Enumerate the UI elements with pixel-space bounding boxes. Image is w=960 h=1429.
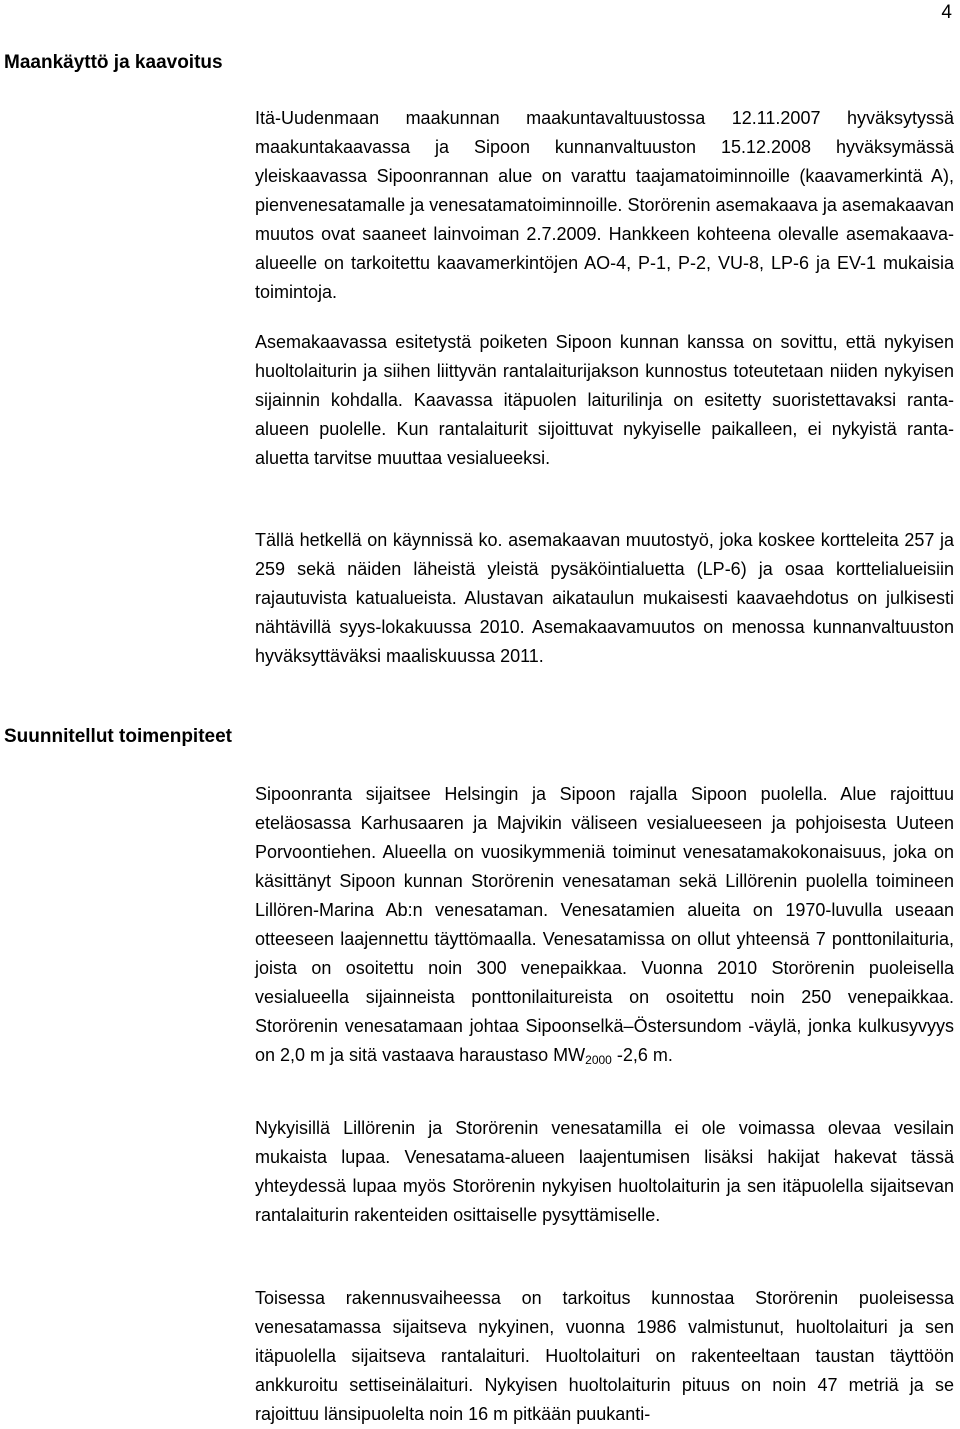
planned-measures-paragraph-3: Toisessa rakennusvaiheessa on tarkoitus kunnostaa Storörenin puoleisessa venesatamassa sijaitseva nykyinen, vuonna 1986 valmistunut, huoltolaituri ja sen itäpuolella sijaitseva rantalaituri. Huoltolaituri on rakenteeltaan taustan täyttöön ankkuroitu settiseinälaituri. Nykyisen huoltolaiturin pituus on noin 47 metriä ja se rajoittuu länsipuolelta noin 16 m pitkään puukanti-	[255, 1288, 954, 1424]
planned-measures-paragraph-1-text: Sipoonranta sijaitsee Helsingin ja Sipoon rajalla Sipoon puolella. Alue rajoittuu eteläosassa Karhusaaren ja Majvikin väliseen vesialueeseen ja pohjoisesta Uuteen Porvoontiehen. Alueella on vuosikymmeniä toiminut venesatamakokonaisuus, joka on käsittänyt Sipoon kunnan Storörenin venesataman sekä Lillörenin puolella toimineen Lillören-Marina Ab:n venesataman. Venesatamien alueita on 1970-luvulla useaan otteeseen laajennettu täyttömaalla. Venesatamissa on ollut yhteensä 7 ponttonilaituria, joista on osoitettu noin 300 venepaikkaa. Vuonna 2010 Storörenin puoleisella vesialueella sijainneista ponttonilaitureista on osoitettu noin 250 venepaikkaa. Storörenin venesatamaan johtaa Sipoonselkä–Östersundom -väylä, jonka kulkusyvyys on 2,0 m ja sitä vastaava haraustaso MW	[255, 784, 954, 1065]
land-use-paragraph-3: Tällä hetkellä on käynnissä ko. asemakaavan muutostyö, joka koskee kortteleita 257 ja 259 sekä näiden läheistä yleistä pysäköintialuetta (LP-6) ja osaa korttelialueisiin rajautuvista katualueista. Alustavan aikataulun mukaisesti kaavaehdotus on julkisesti nähtävillä syys-lokakuussa 2010. Asemakaavamuutos on menossa kunnanvaltuuston hyväksyttäväksi maaliskuussa 2011.	[255, 530, 954, 666]
page-number: 4	[941, 2, 952, 23]
land-use-paragraph-2: Asemakaavassa esitetystä poiketen Sipoon kunnan kanssa on sovittu, että nykyisen huoltolaiturin ja siihen liittyvän rantalaiturijakson kunnostus toteutetaan niiden nykyisen sijainnin kohdalla. Kaavassa itäpuolen laiturilinja on esitetty suoristettavaksi ranta-alueen puolelle. Kun rantalaiturit sijoittuvat nykyiselle paikalleen, ei nykyistä ranta-aluetta tarvitse muuttaa vesialueeksi.	[255, 332, 954, 468]
planned-measures-paragraph-1-end: -2,6 m.	[611, 1045, 673, 1065]
land-use-paragraph-1: Itä-Uudenmaan maakunnan maakuntavaltuustossa 12.11.2007 hyväksytyssä maakuntakaavassa ja Sipoon kunnanvaltuuston 15.12.2008 hyväksymässä yleiskaavassa Sipoonrannan alue on varattu taajamatoiminnoille (kaavamerkintä A), pienvenesatamalle ja venesatamatoiminnoille. Storörenin asemakaava ja asemakaavan muutos ovat saaneet lainvoiman 2.7.2009. Hankkeen kohteena olevalle asemakaava-alueelle on tarkoitettu kaavamerkintöjen AO-4, P-1, P-2, VU-8, LP-6 ja EV-1 mukaisia toimintoja.	[255, 108, 954, 302]
planned-measures-paragraph-2: Nykyisillä Lillörenin ja Storörenin venesatamilla ei ole voimassa olevaa vesilain mukaista lupaa. Venesatama-alueen laajentumisen lisäksi hakijat hakevat tässä yhteydessä lupaa myös Storörenin nykyisen huoltolaiturin ja sen itäpuolella sijaitsevan rantalaiturin rakenteiden osittaiselle pysyttämiselle.	[255, 1118, 954, 1225]
section-heading-planned-measures: Suunnitellut toimenpiteet	[4, 726, 232, 747]
section-heading-land-use: Maankäyttö ja kaavoitus	[4, 52, 223, 73]
mw-subscript: 2000	[585, 1053, 612, 1067]
planned-measures-paragraph-1	[255, 780, 954, 1070]
